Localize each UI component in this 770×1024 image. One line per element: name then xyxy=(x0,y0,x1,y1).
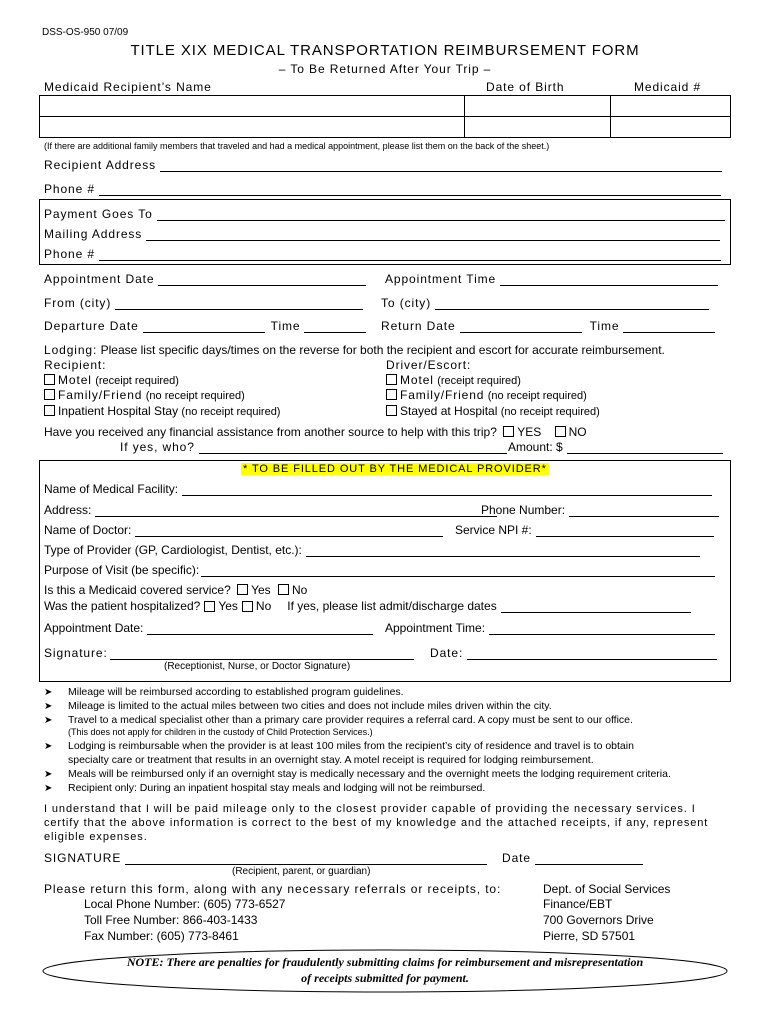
bullet-recipient-only xyxy=(44,782,485,794)
covered-label: Is this a Medicaid covered service? xyxy=(44,583,231,597)
provider-signature-caption: (Receptionist, Nurse, or Doctor Signature) xyxy=(164,661,351,672)
assistance-yes-label: YES xyxy=(517,425,542,439)
appointment-date-label: Appointment Date xyxy=(44,272,155,286)
recipient-inpatient-label: Inpatient Hospital Stay xyxy=(58,404,179,418)
final-date-row xyxy=(502,851,643,865)
escort-motel-checkbox[interactable] xyxy=(386,374,397,385)
final-signature-row xyxy=(44,851,487,865)
recipient-motel-note: (receipt required) xyxy=(95,375,179,387)
arrow-bullet-icon: ➤ xyxy=(44,783,53,794)
admit-label: If yes, please list admit/discharge dates xyxy=(287,599,497,613)
provider-date-label: Date: xyxy=(430,646,464,660)
covered-yes-checkbox[interactable] xyxy=(237,584,248,595)
payment-phone-label: Phone # xyxy=(44,247,96,261)
bullet-lodging xyxy=(44,740,634,752)
to-city-row xyxy=(381,296,709,310)
appointment-date-row xyxy=(44,272,366,286)
recipient-address-field[interactable] xyxy=(160,160,722,172)
escort-stayed-option xyxy=(386,404,600,418)
return-time-label: Time xyxy=(589,319,620,333)
escort-family-checkbox[interactable] xyxy=(386,389,397,400)
address-line-4: Pierre, SD 57501 xyxy=(543,929,636,943)
final-date-label: Date xyxy=(502,851,531,865)
bullet-text: Lodging is reimbursable when the provider is at least 100 miles from the recipient’s city of residence and travel is to obtain xyxy=(68,740,634,752)
provider-signature-row xyxy=(44,646,414,660)
recipient-inpatient-option xyxy=(44,404,280,418)
provider-date-row xyxy=(430,646,717,660)
hospitalized-label: Was the patient hospitalized? xyxy=(44,599,201,613)
form-id: DSS-OS-950 07/09 xyxy=(42,27,129,38)
facility-row xyxy=(44,482,712,496)
provider-signature-label: Signature: xyxy=(44,646,108,660)
departure-date-field[interactable] xyxy=(143,321,265,333)
escort-stayed-note: (no receipt required) xyxy=(500,406,600,418)
assistance-who-label: If yes, who? xyxy=(120,440,195,454)
col-medicaid-header: Medicaid # xyxy=(634,80,702,94)
hospitalized-no-checkbox[interactable] xyxy=(242,601,253,612)
escort-family-note: (no receipt required) xyxy=(487,390,587,402)
arrow-bullet-icon: ➤ xyxy=(44,701,53,712)
purpose-label: Purpose of Visit (be specific): xyxy=(44,563,200,577)
provider-banner: * TO BE FILLED OUT BY THE MEDICAL PROVIDER* xyxy=(243,463,547,475)
assistance-question: Have you received any financial assistance from another source to help with this trip? xyxy=(44,425,497,439)
recipient-inpatient-note: (no receipt required) xyxy=(181,406,281,418)
final-signature-field[interactable] xyxy=(125,853,487,865)
bullet-text: Recipient only: During an inpatient hospital stay meals and lodging will not be reimbursed. xyxy=(68,782,486,794)
escort-motel-option xyxy=(386,373,521,387)
toll-free-phone: Toll Free Number: 866-403-1433 xyxy=(84,913,258,927)
provider-phone-label: Phone Number: xyxy=(481,503,566,517)
return-time-field[interactable] xyxy=(623,321,715,333)
arrow-bullet-icon: ➤ xyxy=(44,687,53,698)
from-city-row xyxy=(44,296,363,310)
doctor-field[interactable] xyxy=(135,525,443,537)
provider-address-row xyxy=(44,503,497,517)
recipient-motel-label: Motel xyxy=(58,373,92,387)
provider-type-field[interactable] xyxy=(306,545,700,557)
facility-label: Name of Medical Facility: xyxy=(44,482,179,496)
doctor-label: Name of Doctor: xyxy=(44,523,132,537)
provider-phone-field[interactable] xyxy=(569,505,719,517)
departure-row xyxy=(44,319,366,333)
mailing-address-field[interactable] xyxy=(146,229,720,241)
covered-row xyxy=(44,583,307,597)
assistance-who-row xyxy=(120,440,507,454)
recipient-phone-field[interactable] xyxy=(99,184,721,196)
bullet-text: Mileage is limited to the actual miles between two cities and does not include miles driven within the city. xyxy=(68,700,552,712)
assistance-no-checkbox[interactable] xyxy=(555,426,566,437)
mailing-address-label: Mailing Address xyxy=(44,227,143,241)
bullet-text: Mileage will be reimbursed according to established program guidelines. xyxy=(68,686,404,698)
escort-family-label: Family/Friend xyxy=(400,388,485,402)
npi-label: Service NPI #: xyxy=(455,523,532,537)
assistance-no-label: NO xyxy=(568,425,587,439)
provider-address-label: Address: xyxy=(44,503,92,517)
hospitalized-no-label: No xyxy=(255,599,272,613)
appointment-time-field[interactable] xyxy=(500,274,718,286)
purpose-row xyxy=(44,563,715,577)
lodging-escort-label: Driver/Escort: xyxy=(386,358,472,372)
provider-type-row xyxy=(44,543,700,557)
recipient-inpatient-checkbox[interactable] xyxy=(44,405,55,416)
return-intro: Please return this form, along with any necessary referrals or receipts, to: xyxy=(44,882,502,896)
recipient-family-option xyxy=(44,388,245,402)
recipient-motel-option xyxy=(44,373,179,387)
dob-field-2[interactable] xyxy=(465,117,610,137)
page-subtitle: – To Be Returned After Your Trip – xyxy=(278,62,492,76)
appointment-time-row xyxy=(385,272,718,286)
certify-line-2: certify that the above information is correct to the best of my knowledge and the attached receipts, if any, represent xyxy=(44,817,709,829)
covered-yes-label: Yes xyxy=(251,583,271,597)
recipient-phone-row xyxy=(44,182,721,196)
name-field-2[interactable] xyxy=(40,117,463,137)
appointment-time-label: Appointment Time xyxy=(385,272,497,286)
npi-field[interactable] xyxy=(536,525,714,537)
appointment-date-field[interactable] xyxy=(158,274,366,286)
departure-time-field[interactable] xyxy=(304,321,366,333)
address-line-3: 700 Governors Drive xyxy=(543,913,654,927)
bullet-text: Travel to a medical specialist other than a primary care provider requires a referral card. A copy must be sent to our office. xyxy=(68,714,633,726)
admit-field[interactable] xyxy=(501,601,691,613)
address-line-1: Dept. of Social Services xyxy=(543,882,671,896)
provider-appt-date-field[interactable] xyxy=(147,623,373,635)
recipient-family-label: Family/Friend xyxy=(58,388,143,402)
recipient-motel-checkbox[interactable] xyxy=(44,374,55,385)
notice-line-2: of receipts submitted for payment. xyxy=(301,971,469,985)
hospitalized-yes-label: Yes xyxy=(218,599,238,613)
arrow-bullet-icon: ➤ xyxy=(44,715,53,726)
local-phone: Local Phone Number: (605) 773-6527 xyxy=(84,897,286,911)
bullet-specialist xyxy=(44,714,633,726)
dob-field-1[interactable] xyxy=(465,96,610,115)
from-city-field[interactable] xyxy=(115,298,363,310)
medicaid-field-1[interactable] xyxy=(611,96,730,115)
lodging-label: Lodging: xyxy=(44,343,98,357)
provider-appt-time-field[interactable] xyxy=(489,623,715,635)
payment-phone-field[interactable] xyxy=(99,249,721,261)
provider-date-field[interactable] xyxy=(467,648,717,660)
mailing-address-row xyxy=(44,227,720,241)
hospitalized-yes-checkbox[interactable] xyxy=(204,601,215,612)
bullet-meals xyxy=(44,768,671,780)
lodging-recipient-label: Recipient: xyxy=(44,358,107,372)
final-signature-label: SIGNATURE xyxy=(44,851,122,865)
name-field-1[interactable] xyxy=(40,96,463,115)
assistance-row xyxy=(44,425,587,439)
provider-appt-time-label: Appointment Time: xyxy=(385,621,486,635)
assistance-yes-checkbox[interactable] xyxy=(503,426,514,437)
escort-family-option xyxy=(386,388,587,402)
provider-appt-time-row xyxy=(385,621,715,635)
medicaid-field-2[interactable] xyxy=(611,117,730,137)
recipient-family-note: (no receipt required) xyxy=(145,390,245,402)
payment-goes-to-row xyxy=(44,207,725,221)
certify-line-3: eligible expenses. xyxy=(44,831,148,843)
lodging-text: Please list specific days/times on the reverse for both the recipient and escort for accurate reimbursement. xyxy=(100,343,665,357)
bullet-mileage xyxy=(44,686,404,698)
family-note: (If there are additional family members that traveled and had a medical appointment, please list them on the back of the sheet.) xyxy=(44,141,550,151)
to-city-label: To (city) xyxy=(381,296,432,310)
provider-type-label: Type of Provider (GP, Cardiologist, Dentist, etc.): xyxy=(44,543,302,557)
escort-motel-label: Motel xyxy=(400,373,434,387)
purpose-field[interactable] xyxy=(201,565,715,577)
arrow-bullet-icon: ➤ xyxy=(44,741,53,752)
assistance-amount-field[interactable] xyxy=(567,442,723,454)
fax-number: Fax Number: (605) 773-8461 xyxy=(84,929,239,943)
hospitalized-row xyxy=(44,599,691,613)
return-row xyxy=(381,319,715,333)
bullet-text: Meals will be reimbursed only if an overnight stay is medically necessary and the overnight meets the lodging requirement criteria. xyxy=(68,768,671,780)
recipient-address-row xyxy=(44,158,722,172)
bullet-sub-note: (This does not apply for children in the custody of Child Protection Services.) xyxy=(68,727,373,737)
payment-goes-to-field[interactable] xyxy=(157,209,725,221)
arrow-bullet-icon: ➤ xyxy=(44,769,53,780)
page-title: TITLE XIX MEDICAL TRANSPORTATION REIMBURSEMENT FORM xyxy=(130,42,640,59)
npi-row xyxy=(455,523,714,537)
provider-appt-date-label: Appointment Date: xyxy=(44,621,144,635)
covered-no-checkbox[interactable] xyxy=(278,584,289,595)
payment-goes-to-label: Payment Goes To xyxy=(44,207,153,221)
departure-time-label: Time xyxy=(270,319,301,333)
from-city-label: From (city) xyxy=(44,296,112,310)
recipient-phone-label: Phone # xyxy=(44,182,96,196)
to-city-field[interactable] xyxy=(435,298,709,310)
provider-phone-row xyxy=(481,503,719,517)
facility-field[interactable] xyxy=(182,484,712,496)
final-signature-caption: (Recipient, parent, or guardian) xyxy=(232,866,371,877)
lodging-intro xyxy=(44,343,665,357)
escort-stayed-label: Stayed at Hospital xyxy=(400,404,498,418)
provider-appt-date-row xyxy=(44,621,373,635)
address-line-2: Finance/EBT xyxy=(543,897,613,911)
col-dob-header: Date of Birth xyxy=(486,80,565,94)
certify-line-1: I understand that I will be paid mileage only to the closest provider capable of providing the necessary services. I xyxy=(44,803,696,815)
assistance-who-field[interactable] xyxy=(199,442,507,454)
escort-motel-note: (receipt required) xyxy=(437,375,521,387)
final-date-field[interactable] xyxy=(535,853,643,865)
assistance-amount-row xyxy=(508,440,723,454)
assistance-amount-label: Amount: $ xyxy=(508,440,563,454)
payment-phone-row xyxy=(44,247,721,261)
return-date-field[interactable] xyxy=(460,321,582,333)
recipient-family-checkbox[interactable] xyxy=(44,389,55,400)
provider-address-field[interactable] xyxy=(95,505,497,517)
bullet-limit xyxy=(44,700,552,712)
doctor-row xyxy=(44,523,443,537)
return-date-label: Return Date xyxy=(381,319,456,333)
notice-line-1: NOTE: There are penalties for fraudulently submitting claims for reimbursement and misrepresentation xyxy=(126,955,644,969)
col-name-header: Medicaid Recipient’s Name xyxy=(44,80,212,94)
covered-no-label: No xyxy=(292,583,308,597)
escort-stayed-checkbox[interactable] xyxy=(386,405,397,416)
provider-signature-field[interactable] xyxy=(110,648,414,660)
bullet-lodging-cont: specialty care or treatment that results in an overnight stay. A motel receipt is required for lodging reimbursement. xyxy=(68,754,594,766)
departure-date-label: Departure Date xyxy=(44,319,139,333)
recipient-address-label: Recipient Address xyxy=(44,158,157,172)
